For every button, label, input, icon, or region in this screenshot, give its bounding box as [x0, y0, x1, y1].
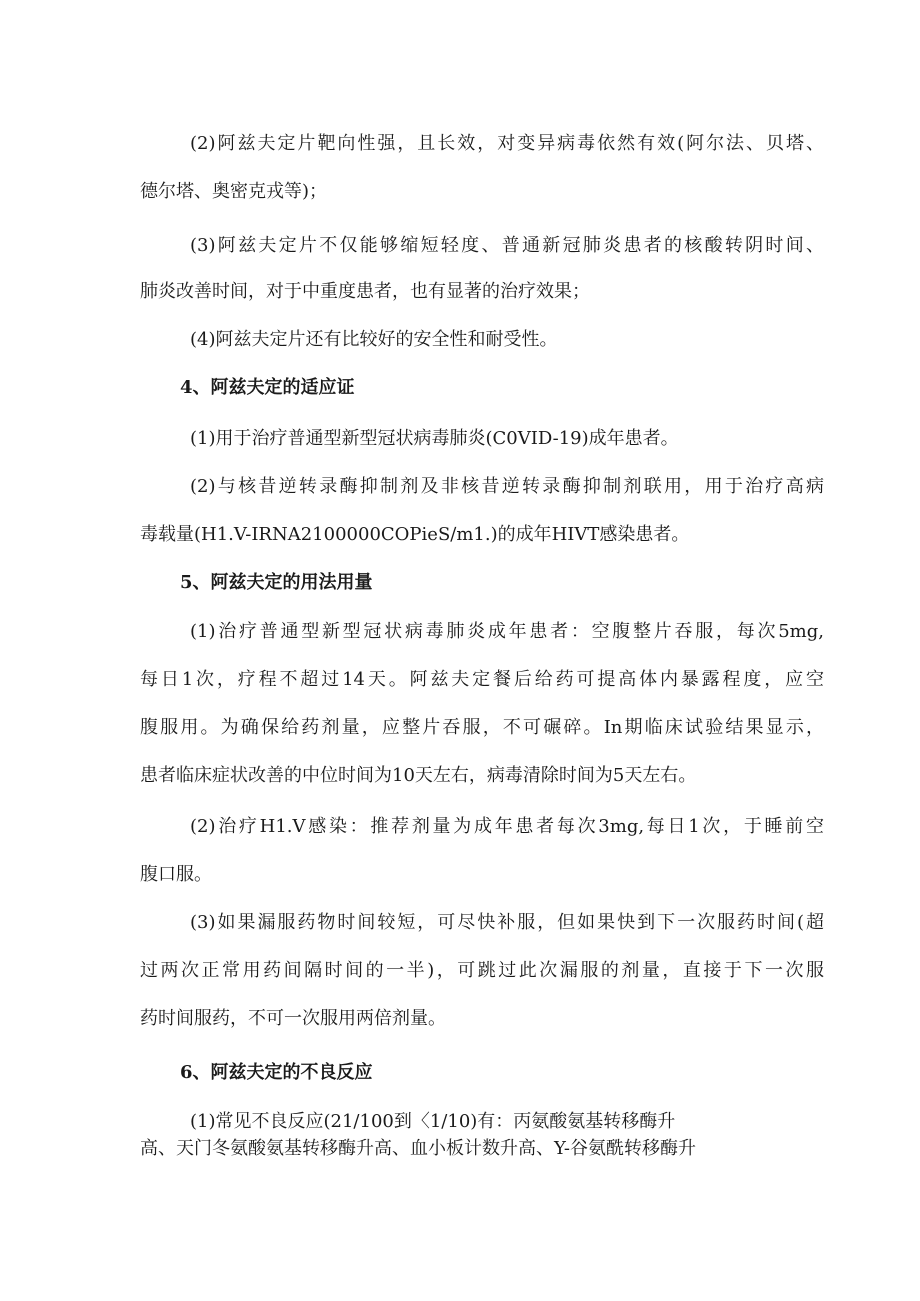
paragraph-line: (3)阿兹夫定片不仅能够缩短轻度、普通新冠肺炎患者的核酸转阴时间、: [190, 235, 824, 256]
paragraph-line: 德尔塔、奥密克戎等)；: [140, 181, 328, 202]
paragraph-line: 高、天门冬氨酸氨基转移酶升高、血小板计数升高、Y-谷氨酰转移酶升: [140, 1138, 696, 1159]
paragraph-line: 腹服用。为确保给药剂量，应整片吞服，不可碾碎。In期临床试验结果显示，: [140, 717, 824, 738]
paragraph-line: (2)阿兹夫定片靶向性强，且长效，对变异病毒依然有效(阿尔法、贝塔、: [190, 133, 824, 154]
paragraph-line: (1)用于治疗普通型新型冠状病毒肺炎(C0VID-19)成年患者。: [190, 428, 679, 449]
paragraph-line: 腹口服。: [140, 864, 212, 885]
paragraph-line: 患者临床症状改善的中位时间为10天左右，病毒清除时间为5天左右。: [140, 765, 697, 786]
paragraph-line: 肺炎改善时间，对于中重度患者，也有显著的治疗效果；: [140, 281, 590, 302]
paragraph-line: 过两次正常用药间隔时间的一半)，可跳过此次漏服的剂量，直接于下一次服: [140, 960, 824, 981]
section-heading: 4、阿兹夫定的适应证: [180, 377, 355, 398]
paragraph-line: (2)治疗H1.V感染：推荐剂量为成年患者每次3mg,每日1次，于睡前空: [190, 816, 824, 837]
paragraph-line: (2)与核昔逆转录酶抑制剂及非核昔逆转录酶抑制剂联用，用于治疗高病: [190, 476, 824, 497]
paragraph-line: (1)常见不良反应(21/100到〈1/10)有：丙氨酸氨基转移酶升: [190, 1111, 676, 1132]
paragraph-line: (1)治疗普通型新型冠状病毒肺炎成年患者：空腹整片吞服，每次5mg,: [190, 621, 824, 642]
section-heading: 6、阿兹夫定的不良反应: [180, 1062, 373, 1083]
paragraph-line: 毒载量(H1.V-IRNA2100000COPieS∕m1.)的成年HIVT感染患者。: [140, 524, 690, 545]
paragraph-line: (3)如果漏服药物时间较短，可尽快补服，但如果快到下一次服药时间(超: [190, 912, 824, 933]
paragraph-line: 药时间服药，不可一次服用两倍剂量。: [140, 1008, 446, 1029]
paragraph-line: 每日1次，疗程不超过14天。阿兹夫定餐后给药可提高体内暴露程度，应空: [140, 669, 824, 690]
paragraph-line: (4)阿兹夫定片还有比较好的安全性和耐受性。: [190, 329, 558, 350]
section-heading: 5、阿兹夫定的用法用量: [180, 572, 373, 593]
